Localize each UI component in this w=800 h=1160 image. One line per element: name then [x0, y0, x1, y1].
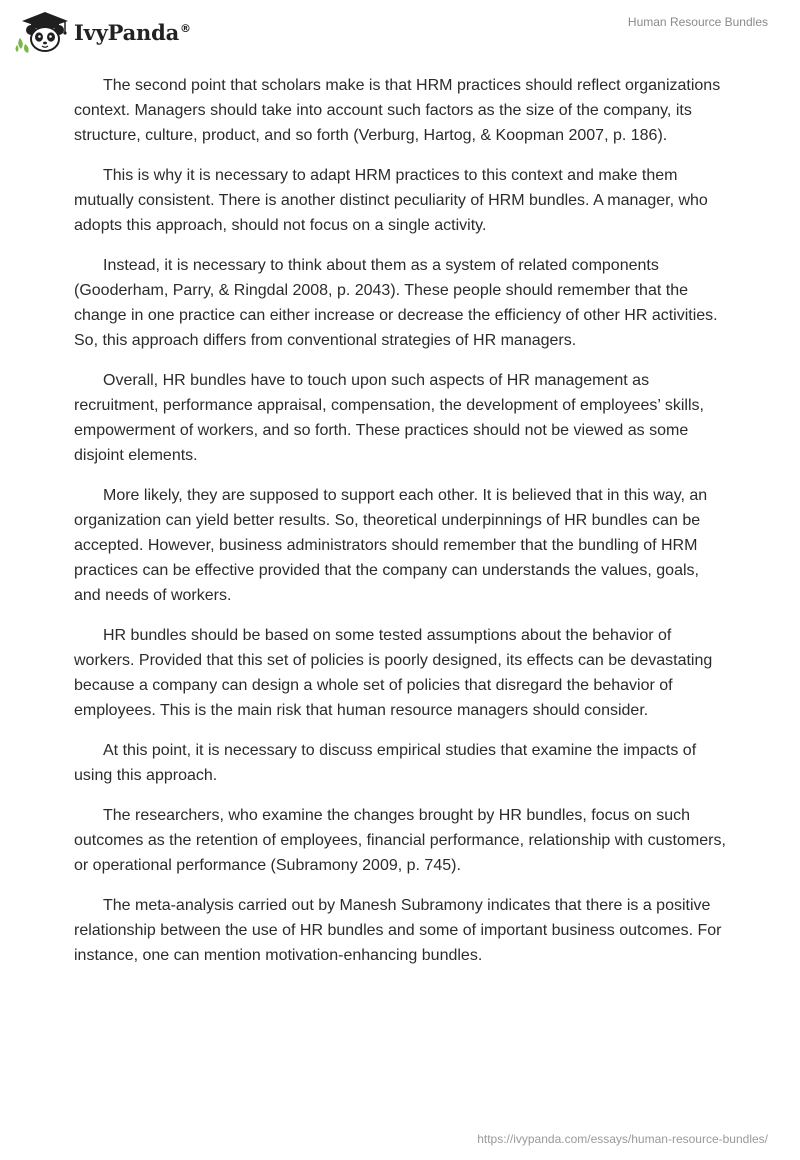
- paragraph: The meta-analysis carried out by Manesh Subramony indicates that there is a positive relationship between the use of HR bundles and some of important business outcomes. For instance, one can mention motivation-enhancing bundles.: [74, 897, 722, 964]
- essay-body: [74, 73, 726, 983]
- paragraph: This is why it is necessary to adapt HRM practices to this context and make them mutually consistent. There is another distinct peculiarity of HRM bundles. A manager, who adopts this approach, should not focus on a single activity.: [74, 167, 708, 234]
- paragraph: More likely, they are supposed to support each other. It is believed that in this way, an organization can yield better results. So, theoretical underpinnings of HR bundles can be accepted. However, business administrators should remember that the bundling of HRM practices can be effective provided that the company can understands the values, goals, and needs of workers.: [74, 487, 708, 604]
- paragraph: The researchers, who examine the changes brought by HR bundles, focus on such outcomes as the retention of employees, financial performance, relationship with customers, or operational performance (Subramony 2009, p. 745).: [74, 807, 726, 874]
- source-url[interactable]: https://ivypanda.com/essays/human-resource-bundles/: [477, 1132, 768, 1146]
- panda-graduate-icon: [14, 8, 70, 54]
- document-title: Human Resource Bundles: [627, 15, 768, 29]
- brand-name: IvyPanda®: [74, 19, 191, 45]
- paragraph: Instead, it is necessary to think about them as a system of related components (Gooderham, Parry, & Ringdal 2008, p. 2043). These people should remember that the change in one practice can either increase or decrease the efficiency of other HR activities. So, this approach differs from conventional strategies of HR managers.: [74, 257, 718, 349]
- page-header: [0, 0, 800, 60]
- paragraph: Overall, HR bundles have to touch upon such aspects of HR management as recruitment, performance appraisal, compensation, the development of employees’ skills, empowerment of workers, and so forth. These practices should not be viewed as some disjoint elements.: [74, 372, 704, 464]
- paragraph: The second point that scholars make is that HRM practices should reflect organizations context. Managers should take into account such factors as the size of the company, its structure, culture, product, and so forth (Verburg, Hartog, & Koopman 2007, p. 186).: [74, 77, 721, 144]
- paragraph: HR bundles should be based on some tested assumptions about the behavior of workers. Provided that this set of policies is poorly designed, its effects can be devastating because a company can design a whole set of policies that disregard the behavior of employees. This is the main risk that human resource managers should consider.: [74, 627, 713, 719]
- paragraph: At this point, it is necessary to discuss empirical studies that examine the impacts of using this approach.: [74, 742, 697, 784]
- registered-mark: ®: [180, 21, 191, 35]
- ivypanda-logo[interactable]: [14, 8, 191, 54]
